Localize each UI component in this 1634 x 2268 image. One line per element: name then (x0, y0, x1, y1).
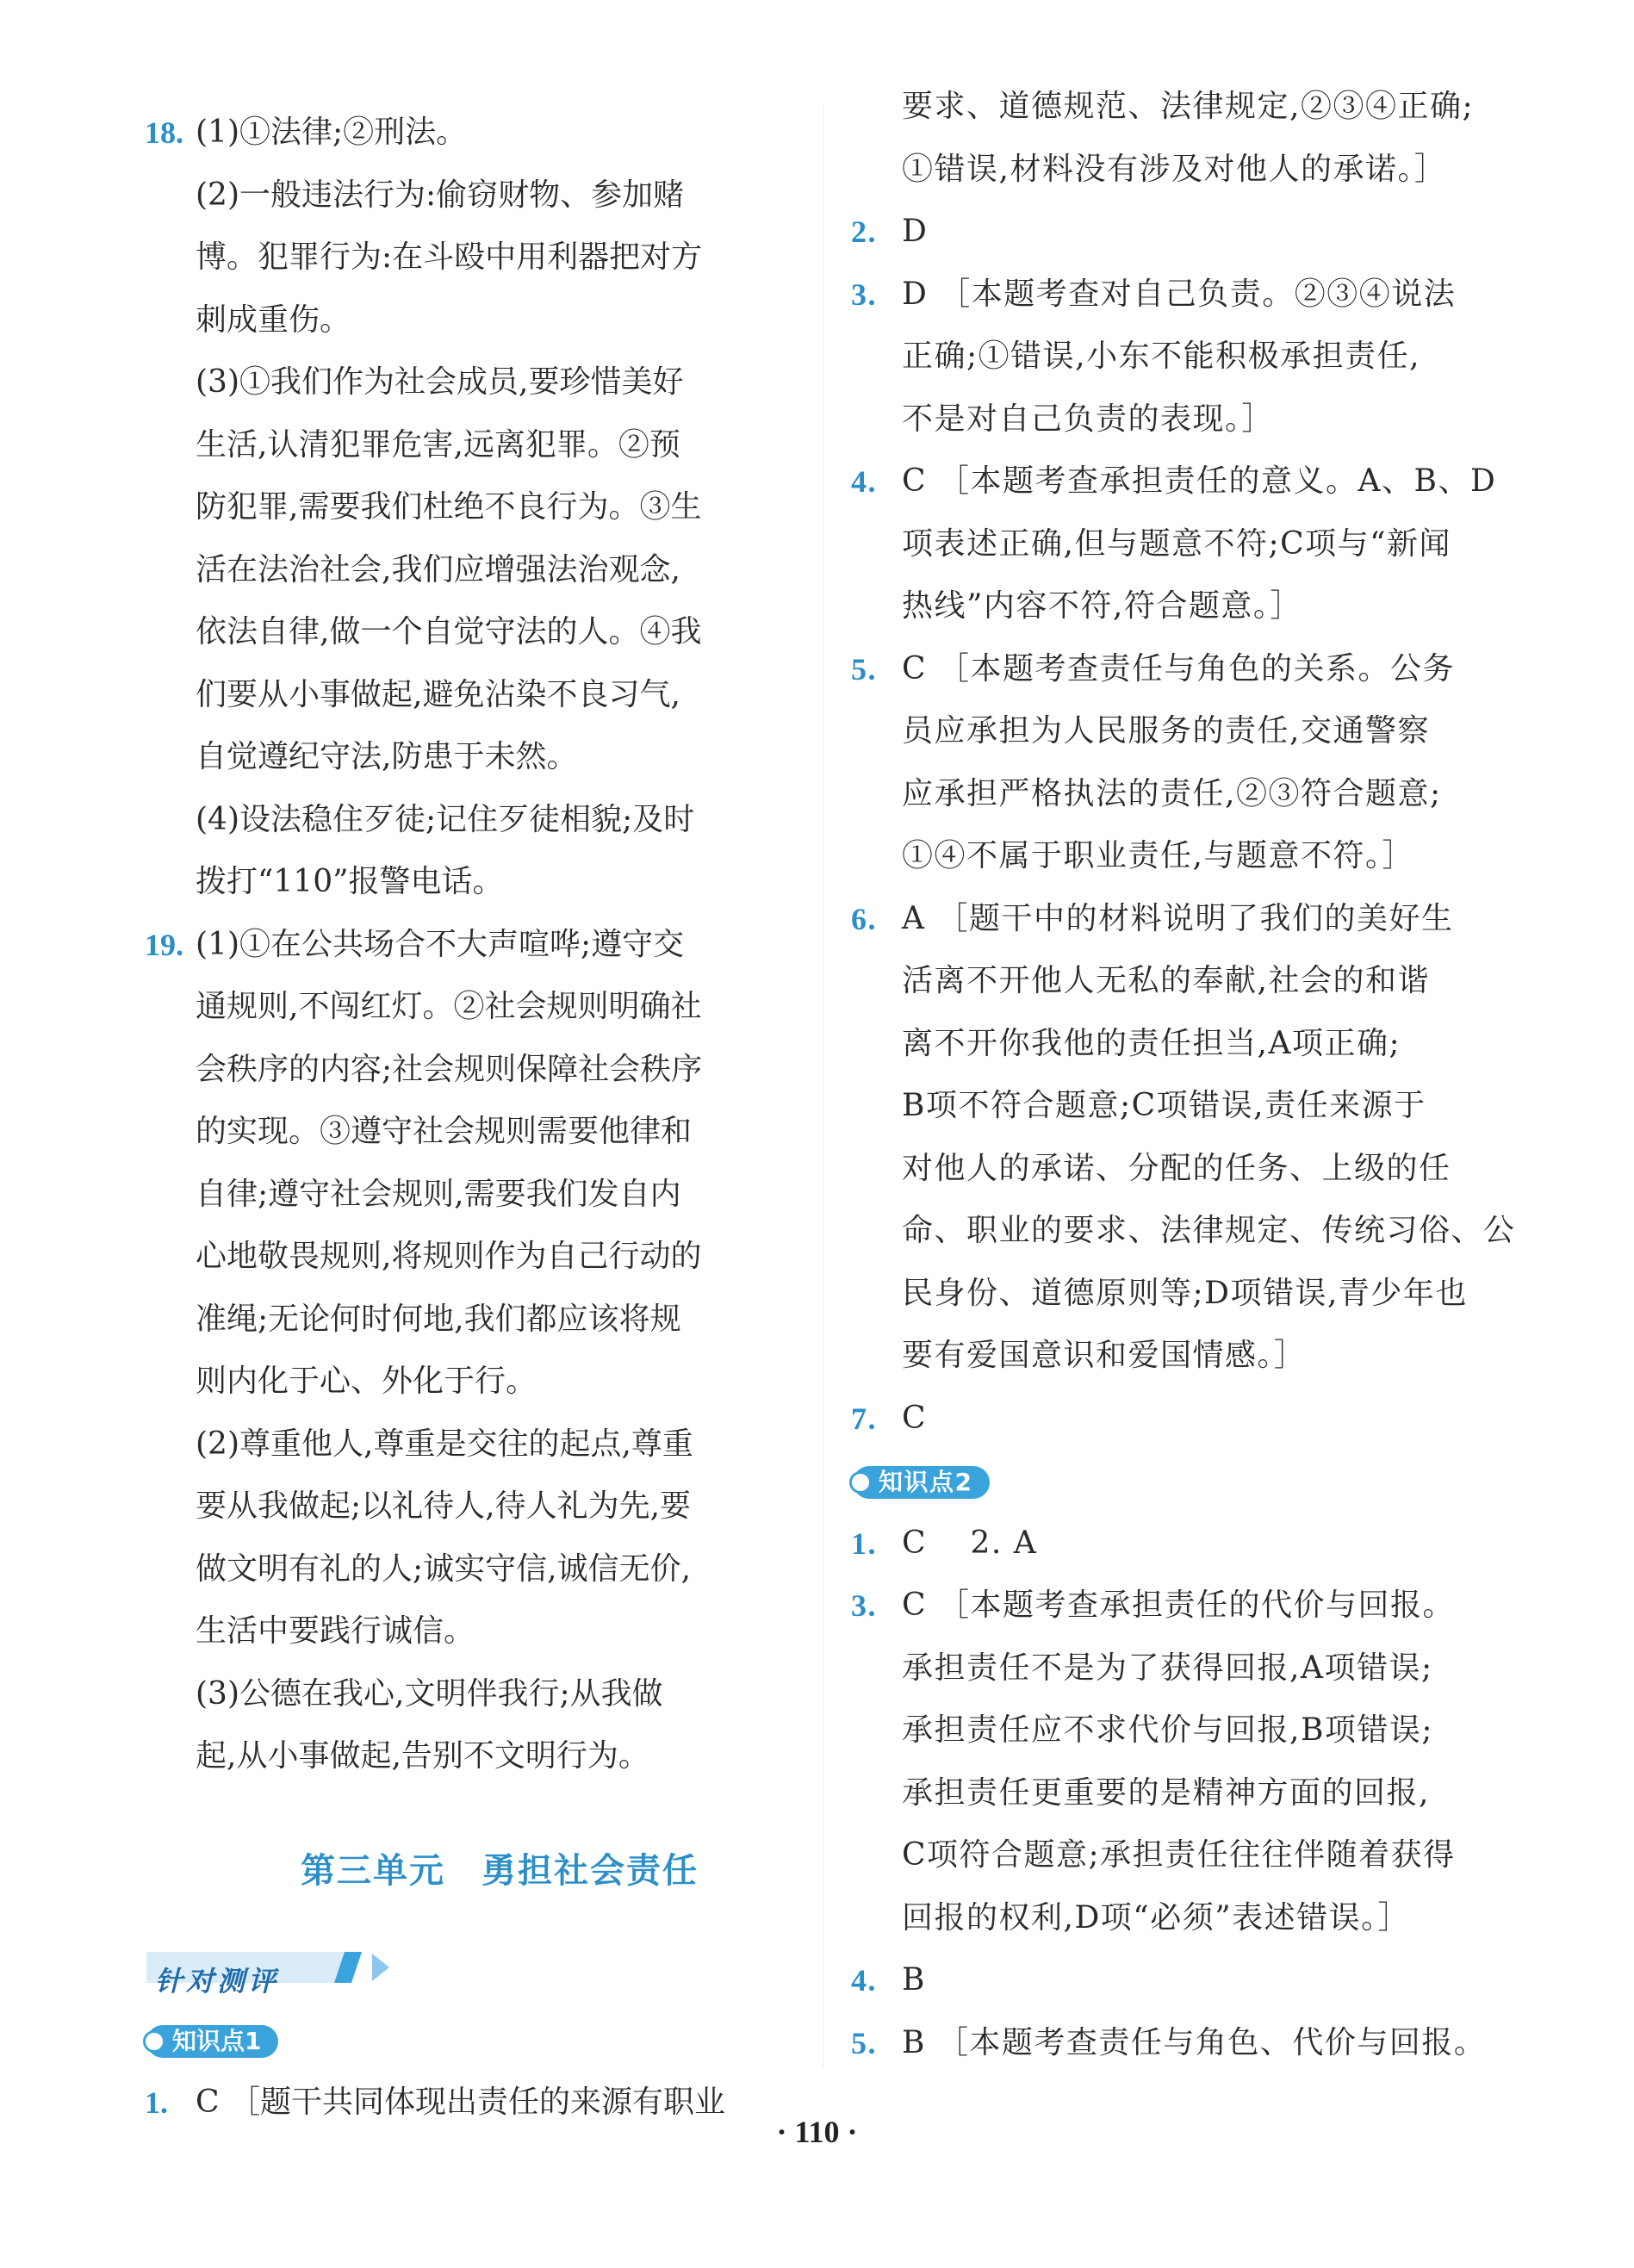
left-column (146, 102, 801, 2134)
answer-line: 刺成重伤。 (196, 301, 351, 338)
page-number: · 110 · (776, 2115, 858, 2149)
answer-line: 生活中要践行诚信。 (196, 1613, 475, 1649)
answer-line: 博。犯罪行为:在斗殴中用利器把对方 (196, 239, 703, 275)
answer-line: 要从我做起;以礼待人,待人礼为先,要 (196, 1488, 692, 1524)
answer-line: (1)①在公共场合不大声喧哗;遵守交 (196, 926, 685, 962)
answer-5-b (853, 2012, 1494, 2075)
answer-line: 承担责任不是为了获得回报,A项错误; (902, 1650, 1433, 1686)
answer-line: D (902, 214, 929, 249)
answer-4-b (853, 1949, 1494, 2012)
answer-line: (1)①法律;②刑法。 (196, 115, 468, 150)
question-number: 4. (851, 1963, 877, 1998)
section-banner (146, 1947, 405, 1998)
answer-3 (853, 264, 1494, 451)
answer-line: A ［题干中的材料说明了我们的美好生 (902, 900, 1454, 936)
answer-5 (853, 638, 1494, 888)
answer-line: B (902, 1962, 926, 1998)
answer-line: 热线”内容不符,符合题意。］ (902, 588, 1302, 624)
answer-line: B项不符合题意;C项错误,责任来源于 (902, 1088, 1426, 1123)
answer-line: (2)一般违法行为:偷窃财物、参加赌 (196, 177, 685, 213)
answer-18 (146, 102, 801, 914)
question-number: 6. (851, 901, 877, 936)
answer-line: 们要从小事做起,避免沾染不良习气, (196, 676, 680, 712)
answer-line: 做文明有礼的人;诚实守信,诚信无价, (196, 1550, 692, 1587)
answer-line: 承担责任应不求代价与回报,B项错误; (902, 1712, 1434, 1748)
question-number: 18. (145, 115, 183, 150)
answer-line: 应承担严格执法的责任,②③符合题意; (902, 775, 1442, 811)
answer-line: 要有爱国意识和爱国情感。］ (902, 1338, 1307, 1373)
answer-line: (2)尊重他人,尊重是交往的起点,尊重 (196, 1426, 693, 1462)
answer-line: 拨打“110”报警电话。 (196, 864, 504, 899)
question-number: 1. (851, 1525, 877, 1561)
answer-line: B ［本题考查责任与角色、代价与回报。 (902, 2024, 1487, 2060)
answer-line: 的实现。③遵守社会规则需要他律和 (196, 1114, 693, 1149)
question-number: 3. (851, 277, 877, 312)
answer-3-b (853, 1575, 1494, 1949)
question-number: 1. (145, 2085, 168, 2120)
unit-title: 第三单元 勇担社会责任 (301, 1849, 699, 1891)
badge-label: 知识点2 (879, 1468, 973, 1496)
badge-label: 知识点1 (172, 2027, 262, 2055)
answer-line: 命、职业的要求、法律规定、传统习俗、公 (902, 1213, 1516, 1248)
answer-line: 离不开你我他的责任担当,A项正确; (902, 1025, 1401, 1061)
answer-line: 活在法治社会,我们应增强法治观念, (196, 551, 680, 587)
answer-line: 自律;遵守社会规则,需要我们发自内 (196, 1176, 681, 1212)
answer-line: C (902, 1400, 928, 1436)
answer-line: 员应承担为人民服务的责任,交通警察 (902, 713, 1430, 749)
answer-19 (146, 914, 801, 1788)
answer-line: 活离不开他人无私的奉献,社会的和谐 (902, 963, 1430, 998)
answer-line: ①错误,材料没有涉及对他人的承诺。］ (902, 151, 1447, 187)
answer-7 (853, 1388, 1494, 1451)
answer-line: 正确;①错误,小东不能积极承担责任, (902, 339, 1421, 374)
answer-line: C ［本题考查承担责任的意义。A、B、D (902, 463, 1497, 499)
question-number: 5. (851, 2025, 877, 2060)
question-number: 7. (851, 1401, 877, 1436)
question-number: 5. (851, 651, 877, 687)
answer-line: 依法自律,做一个自觉守法的人。④我 (196, 614, 702, 649)
answer-line: ①④不属于职业责任,与题意不符。］ (902, 838, 1414, 873)
answer-6 (851, 888, 1516, 1388)
answer-4 (851, 450, 1497, 638)
answer-line: 通规则,不闯红灯。②社会规则明确社 (196, 989, 702, 1024)
question-number: 19. (145, 927, 183, 962)
answer-line: 准绳;无论何时何地,我们都应该将规 (196, 1301, 681, 1337)
right-column (851, 89, 1516, 2074)
question-number: 3. (851, 1588, 877, 1623)
answer-2 (853, 201, 1494, 264)
question-number: 4. (851, 464, 877, 499)
answer-line: 项表述正确,但与题意不符;C项与“新闻 (902, 525, 1452, 562)
answer-1-continued (853, 76, 1494, 201)
answer-line: 自觉遵纪守法,防患于未然。 (196, 739, 578, 774)
answer-line: 则内化于心、外化于行。 (196, 1364, 537, 1399)
answer-line: C项符合题意;承担责任往往伴随着获得 (902, 1837, 1456, 1873)
answer-line: 对他人的承诺、分配的任务、上级的任 (902, 1150, 1451, 1186)
answer-line: C ［本题考查责任与角色的关系。公务 (902, 650, 1455, 687)
answer-line: 起,从小事做起,告别不文明行为。 (196, 1738, 649, 1774)
answer-line: (3)①我们作为社会成员,要珍惜美好 (196, 364, 684, 400)
answer-line: C 2. A (902, 1525, 1038, 1561)
answer-line: C ［本题考查承担责任的代价与回报。 (902, 1588, 1455, 1623)
question-number: 2. (851, 214, 877, 249)
knowledge-point-badge (853, 1466, 990, 1499)
knowledge-point-badge (146, 2025, 278, 2058)
answer-line: 生活,认清犯罪危害,远离犯罪。②预 (196, 426, 680, 463)
answer-line: D ［本题考查对自己负责。②③④说法 (902, 276, 1457, 312)
answer-line: 心地敬畏规则,将规则作为自己行动的 (196, 1239, 702, 1274)
answer-line: (3)公德在我心,文明伴我行;从我做 (196, 1675, 663, 1712)
answer-line: 民身份、道德原则等;D项错误,青少年也 (902, 1275, 1468, 1311)
banner-label: 针对测评 (155, 1965, 280, 1998)
answer-line: 防犯罪,需要我们杜绝不良行为。③生 (196, 489, 702, 525)
answer-1-2 (853, 1513, 1494, 1575)
answer-line: 不是对自己负责的表现。］ (902, 401, 1275, 437)
answer-line: 会秩序的内容;社会规则保障社会秩序 (196, 1051, 703, 1087)
answer-line: (4)设法稳住歹徒;记住歹徒相貌;及时 (196, 801, 695, 837)
answer-line: C ［题干共同体现出责任的来源有职业 (196, 2084, 725, 2120)
answer-line: 要求、道德规范、法律规定,②③④正确; (902, 89, 1475, 124)
answer-line: 回报的权利,D项“必须”表述错误。］ (902, 1899, 1411, 1936)
answer-line: 承担责任更重要的是精神方面的回报, (902, 1774, 1430, 1811)
